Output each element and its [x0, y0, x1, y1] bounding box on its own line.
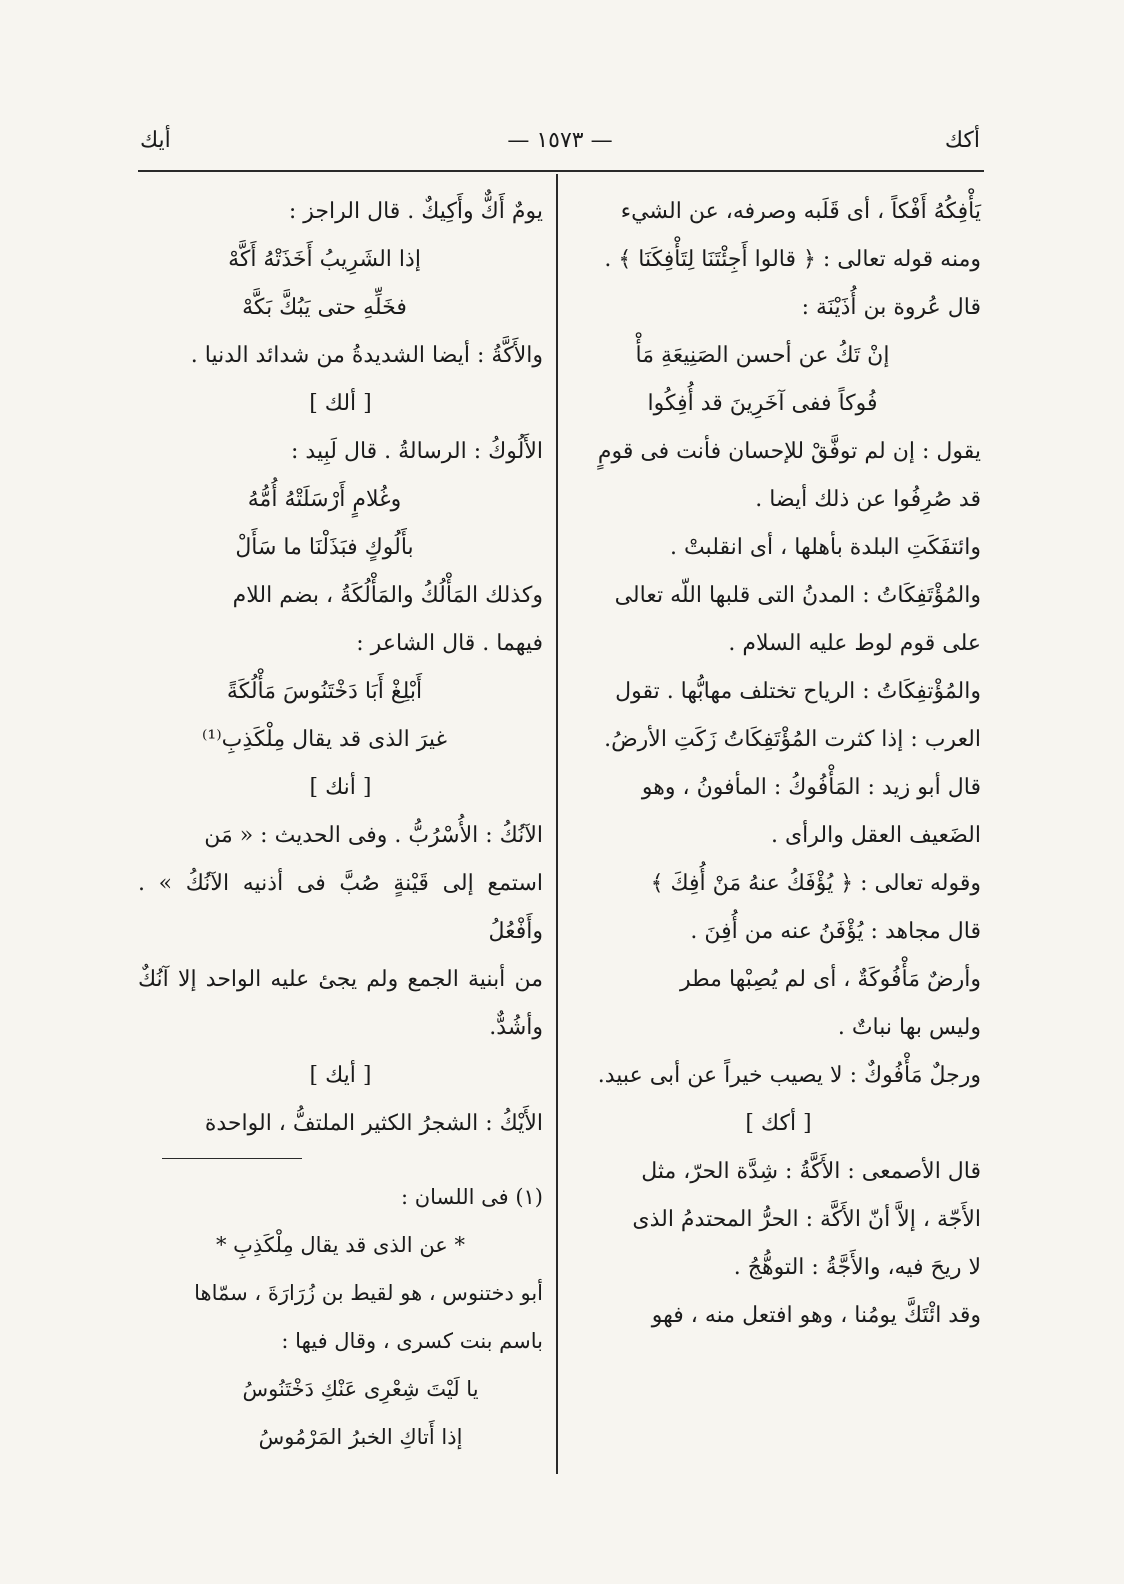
- text-line: وقد ائْتَكَّ يومُنا ، وهو افتعل منه ، فهو: [651, 1303, 981, 1328]
- footnote-verse: * عن الذى قد يقال مِلْكَذِبِ *: [215, 1233, 466, 1257]
- right-column: [576, 188, 981, 1340]
- footnote: [138, 1173, 543, 1461]
- text-line: والمُؤْتَفِكَاتُ : المدنُ التى قلبها اللّه تعالى: [614, 583, 981, 608]
- verse-line: غيرَ الذى قد يقال مِلْكَذِبِ⁽¹⁾: [202, 727, 447, 752]
- verse-line: وغُلامٍ أَرْسَلَتْهُ أُمُّهُ: [247, 487, 402, 512]
- verse-line: إنْ تَكُ عن أحسن الصَنِيعَةِ مَأْ: [635, 343, 890, 368]
- text-line: على قوم لوط عليه السلام .: [728, 631, 981, 656]
- text-line: فيهما . قال الشاعر :: [356, 631, 543, 656]
- text-line: يَأْفِكُهُ أَفْكاً ، أى قَلَبه وصرفه، عن الشيء: [620, 199, 981, 224]
- column-divider: [556, 174, 558, 1474]
- text-line: من أبنية الجمع ولم يجئ عليه الواحد إلا آنُكٌ وأشُدٌّ.: [138, 967, 543, 1040]
- verse-line: فُوكاً ففى آخَرِينَ قد أُفِكُوا: [647, 391, 878, 416]
- text-line: استمع إلى قَيْنةٍ صُبَّ فى أذنيه الآنُكُ » . وأَفْعُلُ: [138, 871, 543, 944]
- text-line: الأَيْكُ : الشجرُ الكثير الملتفُّ ، الواحدة: [204, 1111, 543, 1136]
- text-line: الأَلُوكُ : الرسالةُ . قال لَبِيد :: [291, 439, 543, 464]
- text-line: والأَكَّةُ : أيضا الشديدةُ من شدائد الدنيا .: [190, 343, 543, 368]
- header-rule: [138, 170, 984, 172]
- text-line: لا ريحَ فيه، والأَجَّةُ : التوهُّجُ .: [733, 1255, 981, 1280]
- text-line: وقوله تعالى : ﴿ يُؤْفَكُ عنهُ مَنْ أُفِكَ ﴾: [650, 871, 981, 896]
- page-number: — ١٥٧٣ —: [507, 128, 613, 153]
- text-line: يقول : إن لم توفَّقْ للإحسان فأنت فى قومٍ: [597, 439, 981, 464]
- text-line: قد صُرِفُوا عن ذلك أيضا .: [755, 487, 981, 512]
- text-line: (١) فى اللسان :: [400, 1185, 543, 1209]
- text-line: قال مجاهد : يُؤْفَنُ عنه من أُفِنَ .: [690, 919, 981, 944]
- verse-line: إذا أَتاكِ الخبرُ المَرْمُوسُ: [258, 1425, 463, 1449]
- text-line: وائتفَكَتِ البلدة بأهلها ، أى انقلبتْ .: [669, 535, 981, 560]
- footnote-rule: [162, 1158, 302, 1159]
- verse-line: يا لَيْتَ شِعْرِى عَنْكِ دَخْتَنُوسُ: [242, 1377, 479, 1401]
- text-line: قال عُروة بن أُذَيْنَة :: [801, 295, 981, 320]
- text-line: باسم بنت كسرى ، وقال فيها :: [281, 1329, 543, 1353]
- text-line: ورجلٌ مَأْفُوكٌ : لا يصيب خيراً عن أبى عبيد.: [597, 1063, 981, 1088]
- text-line: الأَجّة ، إلاَّ أنّ الأَكَّة : الحرُّ المحتدمُ الذى: [632, 1207, 981, 1232]
- text-line: قال الأصمعى : الأَكَّةُ : شِدَّة الحرّ، مثل: [641, 1159, 981, 1184]
- verse-line: أَبْلِغْ أَبَا دَخْتَنُوسَ مَأْلُكَةً: [226, 679, 423, 704]
- text-line: أبو دختنوس ، هو لقيط بن زُرَارَةَ ، سمّاها: [194, 1281, 543, 1305]
- entry-heading: [ أكك ]: [745, 1111, 812, 1136]
- text-line: يومٌ أَكٌّ وأَكِيكٌ . قال الراجز :: [288, 199, 543, 224]
- text-line: قال أبو زيد : المَأْفُوكُ : المأفونُ ، وهو: [641, 775, 981, 800]
- text-line: وكذلك المَأْلُكُ والمَأْلُكَةُ ، بضم اللام: [232, 583, 543, 608]
- entry-heading: [ أيك ]: [309, 1063, 372, 1088]
- header-right-word: أكك: [944, 128, 980, 153]
- entry-heading: [ ألك ]: [309, 391, 372, 416]
- header-left-word: أيك: [140, 128, 171, 153]
- verse-line: إذا الشَرِيبُ أَخَذَتْهُ أَكَّهْ: [228, 247, 421, 272]
- text-line: العرب : إذا كثرت المُؤْتَفِكَاتُ زَكَتِ الأرضُ.: [604, 727, 981, 752]
- left-column-body: [138, 188, 543, 1148]
- text-line: والمُؤْتفِكَاتُ : الرياح تختلف مهابُّها . تقول: [615, 679, 981, 704]
- text-line: ومنه قوله تعالى : ﴿ قالوا أَجِئْتَنَا لِتَأْفِكَنَا ﴾ .: [604, 247, 981, 272]
- left-column: [138, 188, 543, 1461]
- entry-heading: [ أنك ]: [309, 775, 372, 800]
- text-line: وليس بها نباتٌ .: [837, 1015, 981, 1040]
- page-header: [140, 128, 980, 164]
- verse-line: بأَلُوكٍ فبَذَلْنَا ما سَأَلْ: [235, 535, 414, 560]
- text-line: الآنُكُ : الأُسْرُبُّ . وفى الحديث : « مَن: [204, 823, 543, 848]
- verse-line: فخَلِّهِ حتى يَبُكَّ بَكَّهْ: [242, 295, 407, 320]
- text-line: الضَعيف العقل والرأى .: [770, 823, 981, 848]
- text-line: وأرضٌ مَأْفُوكَةٌ ، أى لم يُصِبْها مطر: [680, 967, 981, 992]
